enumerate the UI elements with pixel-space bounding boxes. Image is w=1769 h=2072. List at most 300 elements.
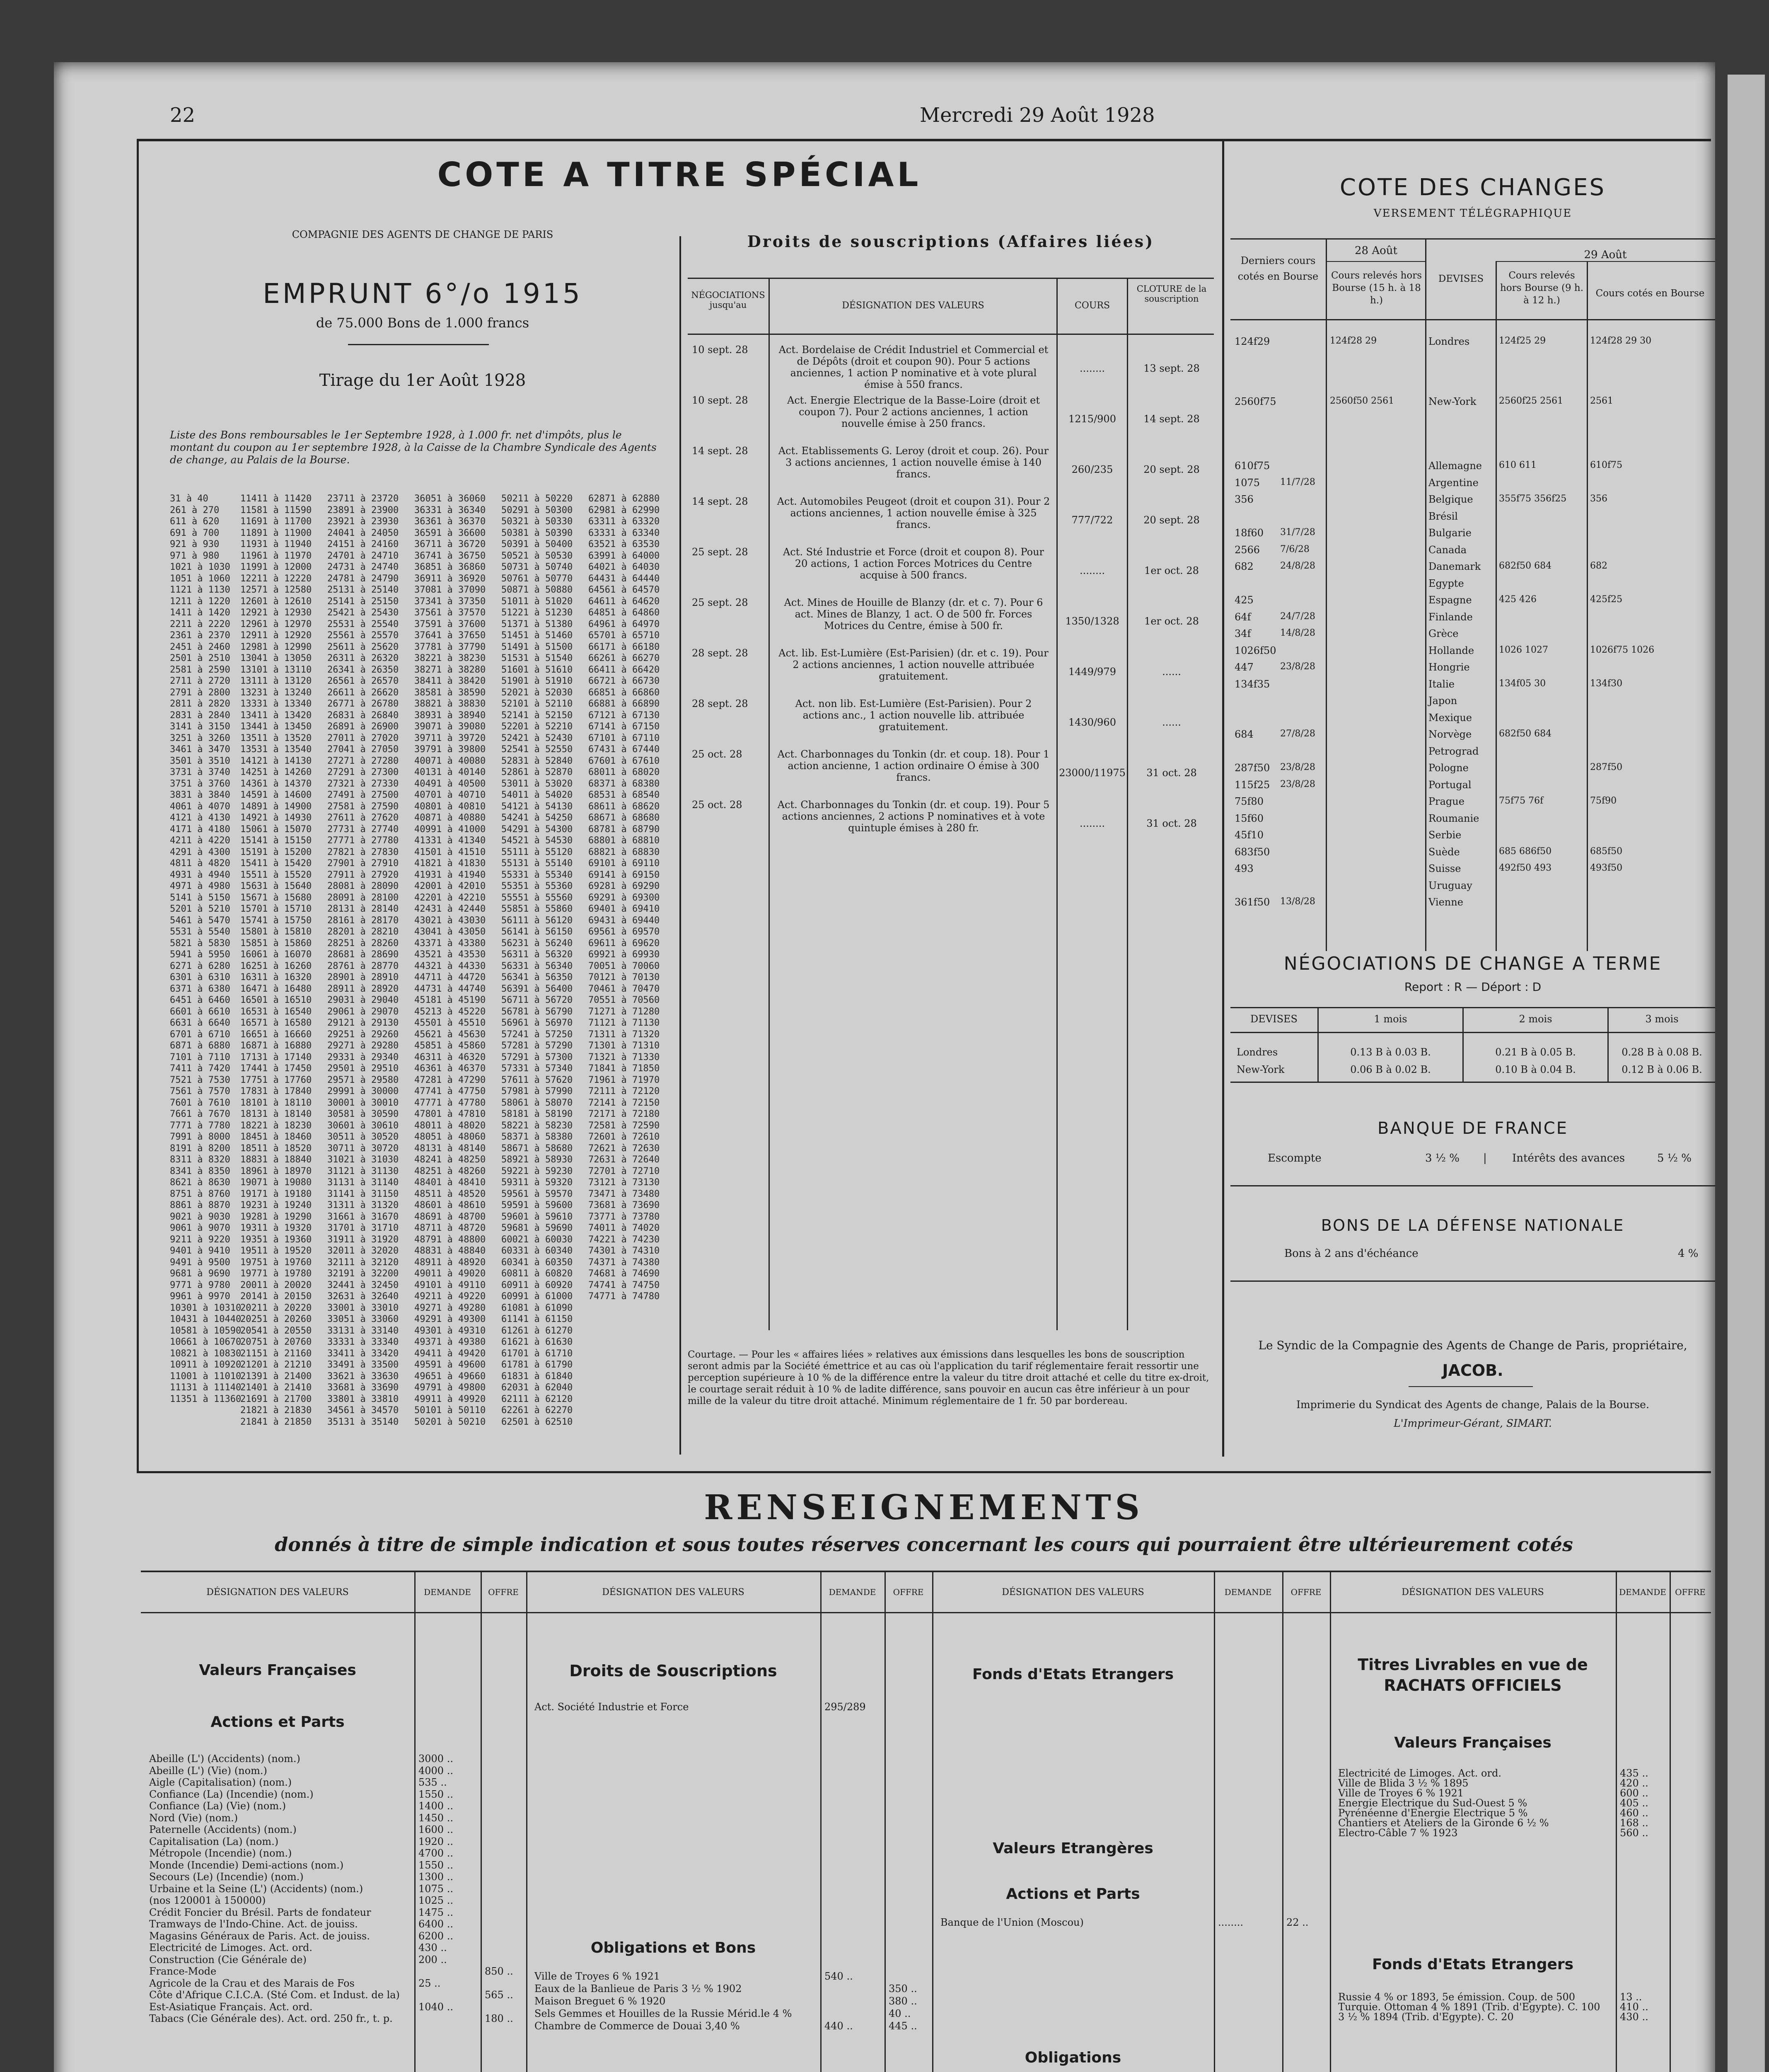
change-releve-29: 134f05 30 xyxy=(1499,678,1546,689)
change-cote: 682 xyxy=(1590,561,1607,571)
rens-row-demande: 440 .. xyxy=(824,2020,853,2032)
rens-row-name: Act. Société Industrie et Force xyxy=(534,1701,689,1713)
rens-h-offre: OFFRE xyxy=(1290,1587,1322,1597)
change-date: 7/6/28 xyxy=(1280,544,1310,554)
h-devises: DEVISES xyxy=(1438,274,1484,284)
souscription-left-rule xyxy=(679,236,681,1455)
sousc-cours: 1449/979 xyxy=(1068,666,1116,678)
terme-head-top xyxy=(1230,1007,1715,1008)
change-devise: Petrograd xyxy=(1428,745,1479,757)
sousc-date: 25 sept. 28 xyxy=(692,597,748,608)
rens-row-name: Energie Electrique du Sud-Ouest 5 % xyxy=(1338,1797,1527,1809)
col-cloture: CLOTURE de la souscription xyxy=(1136,284,1207,304)
rens-section-rachats-officiels: RACHATS OFFICIELS xyxy=(1384,1676,1562,1694)
change-cote: 493f50 xyxy=(1590,863,1623,873)
change-dernier: 45f10 xyxy=(1235,829,1264,841)
terme-1mois: 0.06 B à 0.02 B. xyxy=(1350,1064,1431,1075)
change-date: 14/8/28 xyxy=(1280,628,1315,638)
rens-row-name: Agricole de la Crau et des Marais de Fos xyxy=(149,1977,355,1989)
change-releve-29: 492f50 493 xyxy=(1499,863,1552,873)
rens-col-rule xyxy=(820,1571,822,2072)
rens-row-offre: 350 .. xyxy=(889,1983,917,1995)
rens-row-name: Electricité de Limoges. Act. ord. xyxy=(149,1942,312,1953)
change-date: 13/8/28 xyxy=(1280,896,1315,907)
change-devise: Canada xyxy=(1428,544,1467,556)
change-devise: Londres xyxy=(1428,336,1470,347)
souscription-col-rule-3 xyxy=(1127,278,1128,1330)
sousc-cloture: 14 sept. 28 xyxy=(1143,413,1200,425)
rens-row-demande: 295/289 xyxy=(824,1701,866,1713)
rens-col-rule xyxy=(481,1571,482,2072)
rens-row-name: Construction (Cie Générale de) xyxy=(149,1953,307,1965)
change-dernier: 75f80 xyxy=(1235,796,1264,807)
rens-row-name: Secours (Le) (Incendie) (nom.) xyxy=(149,1871,304,1883)
rens-section-titres-livrables: Titres Livrables en vue de xyxy=(1358,1656,1588,1674)
rens-row-name: Pyrénéenne d'Energie Electrique 5 % xyxy=(1338,1807,1528,1819)
change-devise: Allemagne xyxy=(1428,460,1482,472)
sousc-cours: ........ xyxy=(1079,363,1105,374)
change-releve-29: 355f75 356f25 xyxy=(1499,494,1567,504)
change-date: 31/7/28 xyxy=(1280,527,1315,537)
change-dernier: 356 xyxy=(1235,494,1254,505)
rens-row-demande: 1550 .. xyxy=(418,1788,453,1800)
change-dernier: 493 xyxy=(1235,863,1254,874)
change-dernier: 287f50 xyxy=(1235,762,1270,774)
rens-row-demande: 168 .. xyxy=(1620,1817,1648,1829)
syndic-name: JACOB. xyxy=(1442,1361,1503,1380)
sousc-desc: Act. Etablissements G. Leroy (droit et coup. 26). Pour 3 actions anciennes, 1 action nouvelle émise à 140 francs. xyxy=(778,445,1049,480)
terme-h-2mois: 2 mois xyxy=(1519,1013,1552,1025)
cote-titre-title: COTE A TITRE SPÉCIAL xyxy=(437,155,922,194)
rens-row-name: Chambre de Commerce de Douai 3,40 % xyxy=(534,2020,740,2032)
changes-28-underline xyxy=(1326,261,1425,262)
sousc-cloture: 13 sept. 28 xyxy=(1143,363,1200,374)
change-date: 27/8/28 xyxy=(1280,729,1315,739)
rens-h-offre: OFFRE xyxy=(488,1587,519,1597)
rens-h-offre: OFFRE xyxy=(1675,1587,1706,1597)
rens-row-name: Crédit Foncier du Brésil. Parts de fondateur xyxy=(149,1906,371,1918)
emprunt-title: EMPRUNT 6°/o 1915 xyxy=(263,278,582,310)
change-dernier: 18f60 xyxy=(1235,527,1264,539)
sousc-desc: Act. lib. Est-Lumière (Est-Parisien) (dr. et c. 19). Pour 2 actions anciennes, 1 action nouvelle attribuée gratuitement. xyxy=(778,647,1049,682)
terme-1mois: 0.13 B à 0.03 B. xyxy=(1350,1046,1431,1058)
rens-row-name: 3 ½ % 1894 (Trib. d'Egypte). C. 20 xyxy=(1338,2011,1514,2023)
souscription-col-rule-1 xyxy=(768,278,770,1330)
sousc-cloture: ...... xyxy=(1162,666,1181,678)
change-cote: 1026f75 1026 xyxy=(1590,644,1655,655)
bons-value: 4 % xyxy=(1678,1247,1699,1260)
change-releve-29: 682f50 684 xyxy=(1499,729,1552,739)
courtage-note: Courtage. — Pour les « affaires liées » relatives aux émissions dans lesquelles les bons de souscription seront admis par la Société émettrice et au cas où l'application du tarif réglementaire ferait ressortir une perception supérieure à 10 % de la différence entre la valeur du titre droit attaché et celle du titre ex-droit, le courtage serait réduit à 10 % de ladite différence, sans pouvoir en aucun cas être inférieur à un pour mille de la valeur du titre droit attaché. Minimum réglementaire de 1 fr. 50 par bordereau. xyxy=(688,1349,1209,1406)
sousc-cloture: 1er oct. 28 xyxy=(1144,615,1199,627)
change-devise: Argentine xyxy=(1428,477,1479,489)
change-dernier: 447 xyxy=(1235,661,1254,673)
rens-row-offre: 445 .. xyxy=(889,2020,917,2032)
rens-row-demande: 1450 .. xyxy=(418,1812,453,1824)
sousc-date: 25 sept. 28 xyxy=(692,546,748,558)
change-dernier: 115f25 xyxy=(1235,779,1270,791)
rens-section-valeurs-francaises-2: Valeurs Françaises xyxy=(1394,1734,1552,1751)
change-dernier: 34f xyxy=(1235,628,1251,639)
change-releve-29: 425 426 xyxy=(1499,594,1537,605)
rens-row-demande: 6200 .. xyxy=(418,1930,453,1942)
rens-row-demande: 420 .. xyxy=(1620,1777,1648,1789)
sousc-date: 28 sept. 28 xyxy=(692,698,748,709)
h-29-aout: 29 Août xyxy=(1584,249,1627,261)
change-releve-29: 682f50 684 xyxy=(1499,561,1552,571)
change-dernier: 134f35 xyxy=(1235,678,1270,690)
bond-range-column-2: 11411 à 11420 11581 à 11590 11691 à 11700 11891 à 11900 11931 à 11940 11961 à 11970 11991 à 12000 12211 à 12220 12571 à 12580 12601 à 12610 12921 à 12930 12961 à 12970 12911 à 12920 12981 à 12990 13041 à 13050 13101 à 13110 13111 à 13120 13231 à 13240 13331 à 13340 13411 à 13420 13441 à 13450 13511 à 13520 13531 à 13540 14121 à 14130 14251 à 14260 14361 à 14370 14591 à 14600 14891 à 14900 14921 à 14930 15061 à 15070 15141 à 15150 15191 à 15200 15411 à 15420 15511 à 15520 15631 à 15640 15671 à 15680 15701 à 15710 15741 à 15750 15801 à 15810 15851 à 15860 16061 à 16070 16251 à 16260 16311 à 16320 16471 à 16480 16501 à 16510 16531 à 16540 16571 à 16580 16651 à 16660 16871 à 16880 17131 à 17140 17441 à 17450 17751 à 17760 17831 à 17840 18101 à 18110 18131 à 18140 18221 à 18230 18451 à 18460 18511 à 18520 18831 à 18840 18961 à 18970 19071 à 19080 19171 à 19180 19231 à 19240 19281 à 19290 19311 à 19320 19351 à 19360 19511 à 19520 19751 à 19760 19771 à 19780 20011 à 20020 20141 à 20150 20211 à 20220 20251 à 20260 20541 à 20550 20751 à 20760 21151 à 21160 21201 à 21210 21391 à 21400 21401 à 21410 21691 à 21700 21821 à 21830 21841 à 21850 xyxy=(240,494,312,1427)
change-devise: Hollande xyxy=(1428,644,1474,656)
rens-row-name: Tabacs (Cie Générale des). Act. ord. 250 fr., t. p. xyxy=(149,2013,393,2024)
rens-head-top xyxy=(141,1571,1711,1572)
change-devise: Hongrie xyxy=(1428,661,1470,673)
left-rule xyxy=(137,139,139,1473)
change-devise: Egypte xyxy=(1428,577,1464,589)
change-date: 23/8/28 xyxy=(1280,779,1315,789)
rens-section-fonds-etrangers-2: Fonds d'Etats Etrangers xyxy=(1372,1956,1574,1973)
rens-section-valeurs-francaises: Valeurs Françaises xyxy=(199,1662,356,1679)
sousc-cours: 1430/960 xyxy=(1068,716,1116,728)
sousc-cours: ........ xyxy=(1079,818,1105,829)
rens-row-name: Est-Asiatique Français. Act. ord. xyxy=(149,2001,313,2013)
avances-value: 5 ½ % xyxy=(1657,1152,1692,1164)
change-releve-28: 2560f50 2561 xyxy=(1330,396,1394,406)
sousc-date: 28 sept. 28 xyxy=(692,647,748,659)
change-cote: 425f25 xyxy=(1590,594,1623,605)
h-releves-28: Cours relevés hors Bourse (15 h. à 18 h.) xyxy=(1331,270,1422,306)
h-28-aout: 28 Août xyxy=(1355,244,1397,257)
rens-row-name: Banque de l'Union (Moscou) xyxy=(940,1917,1084,1928)
rens-row-demande: 1475 .. xyxy=(418,1906,453,1918)
changes-29-underline xyxy=(1496,261,1715,262)
rens-row-demande: 540 .. xyxy=(824,1970,853,1982)
rens-row-demande: ........ xyxy=(1218,1917,1244,1928)
sousc-cours: 23000/11975 xyxy=(1059,767,1126,779)
rens-row-offre: 40 .. xyxy=(889,2008,911,2019)
rens-row-demande: 1400 .. xyxy=(418,1800,453,1812)
renseignements-subtitle: donnés à titre de simple indication et sous toutes réserves concernant les cours qui pourraient être ultérieurement cotés xyxy=(275,1533,1573,1556)
change-dernier: 1026f50 xyxy=(1235,644,1276,656)
col-negociations: NÉGOCIATIONS jusqu'au xyxy=(691,290,765,310)
rens-row-name: Capitalisation (La) (nom.) xyxy=(149,1835,279,1847)
change-dernier: 425 xyxy=(1235,594,1254,606)
rens-section-droits: Droits de Souscriptions xyxy=(569,1662,777,1680)
terme-head-bottom xyxy=(1230,1032,1715,1033)
souscription-title: Droits de souscriptions (Affaires liées) xyxy=(747,232,1155,251)
bond-range-column-3: 23711 à 23720 23891 à 23900 23921 à 23930 24041 à 24050 24151 à 24160 24701 à 24710 24731 à 24740 24781 à 24790 25131 à 25140 25141 à 25150 25421 à 25430 25531 à 25540 25561 à 25570 25611 à 25620 26311 à 26320 26341 à 26350 26561 à 26570 26611 à 26620 26771 à 26780 26831 à 26840 26891 à 26900 27011 à 27020 27041 à 27050 27271 à 27280 27291 à 27300 27321 à 27330 27491 à 27500 27581 à 27590 27611 à 27620 27731 à 27740 27771 à 27780 27821 à 27830 27901 à 27910 27911 à 27920 28081 à 28090 28091 à 28100 28131 à 28140 28161 à 28170 28201 à 28210 28251 à 28260 28681 à 28690 28761 à 28770 28901 à 28910 28911 à 28920 29031 à 29040 29061 à 29070 29121 à 29130 29251 à 29260 29271 à 29280 29331 à 29340 29501 à 29510 29571 à 29580 29991 à 30000 30001 à 30010 30581 à 30590 30601 à 30610 30511 à 30520 30711 à 30720 31021 à 31030 31121 à 31130 31131 à 31140 31141 à 31150 31311 à 31320 31661 à 31670 31701 à 31710 31911 à 31920 32011 à 32020 32111 à 32120 32191 à 32200 32441 à 32450 32631 à 32640 33001 à 33010 33051 à 33060 33131 à 33140 33331 à 33340 33411 à 33420 33491 à 33500 33621 à 33630 33681 à 33690 33801 à 33810 34561 à 34570 35131 à 35140 xyxy=(327,494,399,1427)
change-date: 23/8/28 xyxy=(1280,762,1315,772)
rens-row-name: Métropole (Incendie) (nom.) xyxy=(149,1847,292,1859)
rens-row-demande: 460 .. xyxy=(1620,1807,1648,1819)
change-releve-29: 2560f25 2561 xyxy=(1499,396,1564,406)
change-devise: Espagne xyxy=(1428,594,1472,606)
col-cours: COURS xyxy=(1074,300,1110,311)
rens-row-name: Maison Breguet 6 % 1920 xyxy=(534,1995,666,2007)
tirage-notice: Liste des Bons remboursables le 1er Septembre 1928, à 1.000 fr. net d'impôts, plus le montant du coupon au 1er septembre 1928, à la Caisse de la Chambre Syndicale des Agents de change, au Palais de la Bourse. xyxy=(170,429,657,466)
escompte-label: Escompte xyxy=(1268,1152,1322,1164)
rens-row-demande: 200 .. xyxy=(418,1953,447,1965)
terme-devise: New-York xyxy=(1237,1064,1285,1075)
changes-title: COTE DES CHANGES xyxy=(1339,174,1606,201)
change-dernier: 1075 xyxy=(1235,477,1260,489)
change-dernier: 684 xyxy=(1235,729,1254,740)
change-date: 11/7/28 xyxy=(1280,477,1315,487)
bond-range-column-1: 31 à 40 261 à 270 611 à 620 691 à 700 921 à 930 971 à 980 1021 à 1030 1051 à 1060 1121 à 1130 1211 à 1220 1411 à 1420 2211 à 2220 2361 à 2370 2451 à 2460 2501 à 2510 2581 à 2590 2711 à 2720 2791 à 2800 2811 à 2820 2831 à 2840 3141 à 3150 3251 à 3260 3461 à 3470 3501 à 3510 3731 à 3740 3751 à 3760 3831 à 3840 4061 à 4070 4121 à 4130 4171 à 4180 4211 à 4220 4291 à 4300 4811 à 4820 4931 à 4940 4971 à 4980 5141 à 5150 5201 à 5210 5461 à 5470 5531 à 5540 5821 à 5830 5941 à 5950 6271 à 6280 6301 à 6310 6371 à 6380 6451 à 6460 6601 à 6610 6631 à 6640 6701 à 6710 6871 à 6880 7101 à 7110 7411 à 7420 7521 à 7530 7561 à 7570 7601 à 7610 7661 à 7670 7771 à 7780 7991 à 8000 8191 à 8200 8311 à 8320 8341 à 8350 8621 à 8630 8751 à 8760 8861 à 8870 9021 à 9030 9061 à 9070 9211 à 9220 9401 à 9410 9491 à 9500 9681 à 9690 9771 à 9780 9961 à 9970 10301 à 10310 10431 à 10440 10581 à 10590 10661 à 10670 10821 à 10830 10911 à 10920 11001 à 11010 11131 à 11140 11351 à 11360 xyxy=(170,494,242,1404)
banque-separator: | xyxy=(1483,1152,1487,1164)
rens-col-rule xyxy=(1670,1571,1671,2072)
bond-range-column-4: 36051 à 36060 36331 à 36340 36361 à 36370 36591 à 36600 36711 à 36720 36741 à 36750 36851 à 36860 36911 à 36920 37081 à 37090 37341 à 37350 37561 à 37570 37591 à 37600 37641 à 37650 37781 à 37790 38221 à 38230 38271 à 38280 38411 à 38420 38581 à 38590 38821 à 38830 38931 à 38940 39071 à 39080 39711 à 39720 39791 à 39800 40071 à 40080 40131 à 40140 40491 à 40500 40701 à 40710 40801 à 40810 40871 à 40880 40991 à 41000 41331 à 41340 41501 à 41510 41821 à 41830 41931 à 41940 42001 à 42010 42201 à 42210 42431 à 42440 43021 à 43030 43041 à 43050 43371 à 43380 43521 à 43530 44321 à 44330 44711 à 44720 44731 à 44740 45181 à 45190 45213 à 45220 45501 à 45510 45621 à 45630 45851 à 45860 46311 à 46320 46361 à 46370 47281 à 47290 47741 à 47750 47771 à 47780 47801 à 47810 48011 à 48020 48051 à 48060 48131 à 48140 48241 à 48250 48251 à 48260 48401 à 48410 48511 à 48520 48601 à 48610 48691 à 48700 48711 à 48720 48791 à 48800 48831 à 48840 48911 à 48920 49011 à 49020 49101 à 49110 49211 à 49220 49271 à 49280 49291 à 49300 49301 à 49310 49371 à 49380 49411 à 49420 49591 à 49600 49651 à 49660 49791 à 49800 49911 à 49920 50101 à 50110 50201 à 50210 xyxy=(414,494,486,1427)
souscription-head-top xyxy=(688,278,1214,279)
rens-row-offre: 565 .. xyxy=(485,1989,513,2001)
change-devise: Suisse xyxy=(1428,863,1461,874)
terme-2mois: 0.10 B à 0.04 B. xyxy=(1495,1064,1576,1075)
change-devise: Japon xyxy=(1428,695,1457,707)
change-cote: 685f50 xyxy=(1590,846,1623,857)
terme-devise: Londres xyxy=(1237,1046,1278,1058)
rens-row-demande: 1550 .. xyxy=(418,1859,453,1871)
terme-bottom xyxy=(1230,1082,1715,1083)
rens-row-name: Chantiers et Ateliers de la Gironde 6 ½ % xyxy=(1338,1817,1549,1829)
rens-row-demande: 3000 .. xyxy=(418,1753,453,1765)
renseignements-title: RENSEIGNEMENTS xyxy=(704,1488,1144,1527)
mid-rule xyxy=(1222,139,1224,1457)
sousc-cours: 260/235 xyxy=(1071,464,1113,475)
rens-row-name: Sels Gemmes et Houilles de la Russie Mérid.le 4 % xyxy=(534,2008,792,2019)
rens-row-name: Electro-Câble 7 % 1923 xyxy=(1338,1827,1458,1839)
rens-row-offre: 22 .. xyxy=(1286,1917,1309,1928)
changes-head-top xyxy=(1230,238,1715,240)
sousc-desc: Act. Bordelaise de Crédit Industriel et Commercial et de Dépôts (droit et coupon 90). Pour 5 actions anciennes, 1 action P nominative et à vote plural émise à 550 francs. xyxy=(778,344,1049,390)
terme-3mois: 0.28 B à 0.08 B. xyxy=(1622,1046,1702,1058)
sousc-cours: ........ xyxy=(1079,565,1105,576)
avances-label: Intérêts des avances xyxy=(1512,1152,1625,1164)
rens-row-name: Abeille (L') (Vie) (nom.) xyxy=(149,1765,267,1777)
change-dernier: 361f50 xyxy=(1235,896,1270,908)
rens-h-offre: OFFRE xyxy=(893,1587,924,1597)
change-date: 24/8/28 xyxy=(1280,561,1315,571)
rens-row-demande: 25 .. xyxy=(418,1977,441,1989)
rens-col-rule xyxy=(1616,1571,1617,2072)
change-devise: Roumanie xyxy=(1428,812,1479,824)
rens-h-designation: DÉSIGNATION DES VALEURS xyxy=(1402,1587,1544,1598)
sousc-cours: 1215/900 xyxy=(1068,413,1116,425)
rens-row-demande: 435 .. xyxy=(1620,1767,1648,1779)
rens-row-demande: 1040 .. xyxy=(418,2001,453,2013)
rens-row-name: Ville de Troyes 6 % 1921 xyxy=(534,1970,660,1982)
issue-date: Mercredi 29 Août 1928 xyxy=(920,104,1155,127)
rens-col-rule xyxy=(414,1571,416,2072)
souscription-head-bottom xyxy=(688,334,1214,335)
change-devise: Danemark xyxy=(1428,561,1481,572)
emprunt-subtitle: de 75.000 Bons de 1.000 francs xyxy=(316,315,529,331)
col-designation: DÉSIGNATION DES VALEURS xyxy=(842,300,984,311)
rens-section-actions-parts: Actions et Parts xyxy=(210,1714,345,1731)
terme-subtitle: Report : R — Déport : D xyxy=(1404,980,1542,994)
changes-col-rule-2 xyxy=(1425,238,1426,951)
rens-row-demande: 13 .. xyxy=(1620,1991,1642,2003)
sousc-cloture: 1er oct. 28 xyxy=(1144,565,1199,576)
change-releve-29: 124f25 29 xyxy=(1499,336,1546,346)
sousc-cloture: 20 sept. 28 xyxy=(1143,514,1200,526)
sousc-desc: Act. non lib. Est-Lumière (Est-Parisien). Pour 2 actions anc., 1 action nouvelle lib. attribuée gratuitement. xyxy=(795,698,1032,733)
change-devise: Portugal xyxy=(1428,779,1472,791)
change-devise: Grèce xyxy=(1428,628,1459,639)
rens-row-demande: 430 .. xyxy=(1620,2011,1648,2023)
sousc-date: 14 sept. 28 xyxy=(692,445,748,457)
rens-h-demande: DEMANDE xyxy=(1224,1587,1272,1597)
rens-h-demande: DEMANDE xyxy=(424,1587,471,1597)
rens-h-designation: DÉSIGNATION DES VALEURS xyxy=(1002,1587,1144,1598)
sousc-cours: 1350/1328 xyxy=(1065,615,1119,627)
sousc-desc: Act. Sté Industrie et Force (droit et coupon 8). Pour 20 actions, 1 action Forces Motrices du Centre acquise à 500 francs. xyxy=(783,546,1044,581)
sousc-desc: Act. Automobiles Peugeot (droit et coupon 31). Pour 2 actions anciennes, 1 action nouvelle émise à 325 francs. xyxy=(777,496,1050,530)
rens-row-demande: 430 .. xyxy=(418,1942,447,1953)
rens-row-name: Electricité de Limoges. Act. ord. xyxy=(1338,1767,1501,1779)
changes-subtitle: VERSEMENT TÉLÉGRAPHIQUE xyxy=(1373,207,1572,220)
banque-title: BANQUE DE FRANCE xyxy=(1378,1119,1568,1138)
sousc-cloture: ...... xyxy=(1162,716,1181,728)
rens-row-demande: 1075 .. xyxy=(418,1883,453,1895)
terme-h-1mois: 1 mois xyxy=(1374,1013,1407,1025)
rens-col-rule xyxy=(932,1571,933,2072)
sousc-cloture: 31 oct. 28 xyxy=(1146,767,1197,779)
sousc-date: 25 oct. 28 xyxy=(692,748,742,760)
rens-col-rule xyxy=(885,1571,886,2072)
h-derniers-cours: Derniers cours cotés en Bourse xyxy=(1237,255,1319,282)
rens-row-name: Confiance (La) (Vie) (nom.) xyxy=(149,1800,286,1812)
rens-row-demande: 1920 .. xyxy=(418,1835,453,1847)
change-releve-29: 1026 1027 xyxy=(1499,644,1548,655)
rens-row-demande: 410 .. xyxy=(1620,2001,1648,2013)
change-releve-29: 75f75 76f xyxy=(1499,796,1544,806)
rens-row-name: Aigle (Capitalisation) (nom.) xyxy=(149,1777,292,1788)
rens-row-demande: 1025 .. xyxy=(418,1895,453,1906)
change-releve-28: 124f28 29 xyxy=(1330,336,1377,346)
rens-row-offre: 380 .. xyxy=(889,1995,917,2007)
changes-col-rule-4 xyxy=(1587,261,1588,951)
bond-range-column-5: 50211 à 50220 50291 à 50300 50321 à 50330 50381 à 50390 50391 à 50400 50521 à 50530 50731 à 50740 50761 à 50770 50871 à 50880 51011 à 51020 51221 à 51230 51371 à 51380 51451 à 51460 51491 à 51500 51531 à 51540 51601 à 51610 51901 à 51910 52021 à 52030 52101 à 52110 52141 à 52150 52201 à 52210 52421 à 52430 52541 à 52550 52831 à 52840 52861 à 52870 53011 à 53020 54011 à 54020 54121 à 54130 54241 à 54250 54291 à 54300 54521 à 54530 55111 à 55120 55131 à 55140 55331 à 55340 55351 à 55360 55551 à 55560 55851 à 55860 56111 à 56120 56141 à 56150 56231 à 56240 56311 à 56320 56331 à 56340 56341 à 56350 56391 à 56400 56711 à 56720 56781 à 56790 56961 à 56970 57241 à 57250 57281 à 57290 57291 à 57300 57331 à 57340 57611 à 57620 57981 à 57990 58061 à 58070 58181 à 58190 58221 à 58230 58371 à 58380 58671 à 58680 58921 à 58930 59221 à 59230 59311 à 59320 59561 à 59570 59591 à 59600 59601 à 59610 59681 à 59690 60021 à 60030 60331 à 60340 60341 à 60350 60811 à 60820 60911 à 60920 60991 à 61000 61081 à 61090 61141 à 61150 61261 à 61270 61621 à 61630 61701 à 61710 61781 à 61790 61831 à 61840 62031 à 62040 62111 à 62120 62261 à 62270 62501 à 62510 xyxy=(501,494,573,1427)
change-cote: 356 xyxy=(1590,494,1607,504)
section-rule xyxy=(137,1471,1711,1473)
rens-section-fonds-etrangers: Fonds d'Etats Etrangers xyxy=(972,1666,1174,1683)
changes-col-rule-3 xyxy=(1496,261,1497,951)
change-dernier: 64f xyxy=(1235,611,1251,623)
change-devise: Belgique xyxy=(1428,494,1473,505)
sousc-desc: Act. Mines de Houille de Blanzy (dr. et c. 7). Pour 6 act. Mines de Blanzy, 1 act. O de 500 fr. Forces Motrices du Centre, émise à 500 fr. xyxy=(784,597,1043,632)
tirage-date: Tirage du 1er Août 1928 xyxy=(319,371,526,390)
sousc-cloture: 20 sept. 28 xyxy=(1143,464,1200,475)
rens-section-obligations-bons: Obligations et Bons xyxy=(590,1939,756,1956)
terme-h-3mois: 3 mois xyxy=(1645,1013,1679,1025)
change-dernier: 124f29 xyxy=(1235,336,1270,347)
page-header xyxy=(108,104,1715,133)
change-releve-29: 610 611 xyxy=(1499,460,1537,470)
rens-row-demande: 405 .. xyxy=(1620,1797,1648,1809)
rens-row-demande: 1600 .. xyxy=(418,1824,453,1835)
sousc-date: 10 sept. 28 xyxy=(692,344,748,356)
change-devise: Suède xyxy=(1428,846,1460,858)
change-devise: Norvège xyxy=(1428,729,1472,740)
rens-row-name: Monde (Incendie) Demi-actions (nom.) xyxy=(149,1859,344,1871)
bond-range-column-6: 62871 à 62880 62981 à 62990 63311 à 63320 63331 à 63340 63521 à 63530 63991 à 64000 64021 à 64030 64431 à 64440 64561 à 64570 64611 à 64620 64851 à 64860 64961 à 64970 65701 à 65710 66171 à 66180 66261 à 66270 66411 à 66420 66721 à 66730 66851 à 66860 66881 à 66890 67121 à 67130 67141 à 67150 67101 à 67110 67431 à 67440 67601 à 67610 68011 à 68020 68371 à 68380 68531 à 68540 68611 à 68620 68671 à 68680 68781 à 68790 68801 à 68810 68821 à 68830 69101 à 69110 69141 à 69150 69281 à 69290 69291 à 69300 69401 à 69410 69431 à 69440 69561 à 69570 69611 à 69620 69921 à 69930 70051 à 70060 70121 à 70130 70461 à 70470 70551 à 70560 71271 à 71280 71121 à 71130 71311 à 71320 71301 à 71310 71321 à 71330 71841 à 71850 71961 à 71970 72111 à 72120 72141 à 72150 72171 à 72180 72581 à 72590 72601 à 72610 72621 à 72630 72631 à 72640 72701 à 72710 73121 à 73130 73471 à 73480 73681 à 73690 73771 à 73780 74011 à 74020 74221 à 74230 74301 à 74310 74371 à 74380 74681 à 74690 74741 à 74750 74771 à 74780 xyxy=(588,494,660,1302)
escompte-value: 3 ½ % xyxy=(1425,1152,1460,1164)
change-dernier: 610f75 xyxy=(1235,460,1270,472)
change-cote: 124f28 29 30 xyxy=(1590,336,1652,346)
change-dernier: 2566 xyxy=(1235,544,1260,556)
change-devise: Uruguay xyxy=(1428,879,1472,891)
rens-row-name: Eaux de la Banlieue de Paris 3 ½ % 1902 xyxy=(534,1983,742,1995)
company-name: COMPAGNIE DES AGENTS DE CHANGE DE PARIS xyxy=(292,229,553,240)
rens-row-name: Paternelle (Accidents) (nom.) xyxy=(149,1824,297,1835)
rens-row-name: Magasins Généraux de Paris. Act. de jouiss. xyxy=(149,1930,370,1942)
rens-row-demande: 1300 .. xyxy=(418,1871,453,1883)
h-cotes-bourse: Cours cotés en Bourse xyxy=(1595,288,1705,299)
change-devise: Serbie xyxy=(1428,829,1462,841)
sousc-date: 10 sept. 28 xyxy=(692,395,748,406)
change-cote: 287f50 xyxy=(1590,762,1623,772)
rens-row-demande: 535 .. xyxy=(418,1777,447,1788)
terme-title: NÉGOCIATIONS DE CHANGE A TERME xyxy=(1283,953,1662,974)
change-devise: Vienne xyxy=(1428,896,1463,908)
syndic-line: Le Syndic de la Compagnie des Agents de Change de Paris, propriétaire, xyxy=(1258,1339,1687,1352)
rens-row-demande: 600 .. xyxy=(1620,1787,1648,1799)
change-cote: 610f75 xyxy=(1590,460,1623,470)
rens-row-name: Côte d'Afrique C.I.C.A. (Sté Com. et Indust. de la) xyxy=(149,1989,400,2001)
rens-row-name: Turquie. Ottoman 4 % 1891 (Trib. d'Egypte). C. 100 xyxy=(1338,2001,1600,2013)
change-devise: Italie xyxy=(1428,678,1455,690)
change-devise: Finlande xyxy=(1428,611,1473,623)
page-number: 22 xyxy=(170,104,196,127)
rens-h-demande: DEMANDE xyxy=(829,1587,876,1597)
rens-head-bottom xyxy=(141,1612,1711,1613)
rens-row-name: Russie 4 % or 1893, 5e émission. Coup. de 500 xyxy=(1338,1991,1575,2003)
terme-2mois: 0.21 B à 0.05 B. xyxy=(1495,1046,1576,1058)
rens-row-demande: 560 .. xyxy=(1620,1827,1648,1839)
rens-col-rule xyxy=(526,1571,527,2072)
terme-h-devises: DEVISES xyxy=(1250,1013,1298,1025)
rens-section-obligations: Obligations xyxy=(1025,2049,1121,2066)
change-devise: Prague xyxy=(1428,796,1464,807)
h-releves-29: Cours relevés hors Bourse (9 h. à 12 h.) xyxy=(1500,270,1584,306)
next-page-edge xyxy=(1728,75,1765,2072)
rens-row-name: Ville de Blida 3 ½ % 1895 xyxy=(1338,1777,1469,1789)
rens-col-rule xyxy=(1214,1571,1215,2072)
change-devise: New-York xyxy=(1428,396,1477,407)
rens-h-demande: DEMANDE xyxy=(1619,1587,1666,1597)
change-devise: Bulgarie xyxy=(1428,527,1472,539)
top-rule xyxy=(137,139,1711,141)
change-cote: 75f90 xyxy=(1590,796,1617,806)
rens-row-name: Tramways de l'Indo-Chine. Act. de jouiss. xyxy=(149,1918,358,1930)
rens-row-offre: 180 .. xyxy=(485,2013,513,2024)
rens-section-valeurs-etrangeres: Valeurs Etrangères xyxy=(993,1840,1153,1857)
rens-row-name: (nos 120001 à 150000) xyxy=(149,1895,266,1906)
rens-col-rule xyxy=(1330,1571,1331,2072)
change-devise: Brésil xyxy=(1428,510,1458,522)
sousc-cloture: 31 oct. 28 xyxy=(1146,818,1197,829)
changes-head-bottom xyxy=(1230,319,1715,320)
change-dernier: 15f60 xyxy=(1235,812,1264,824)
emprunt-divider xyxy=(348,344,489,345)
souscription-col-rule-2 xyxy=(1056,278,1058,1330)
change-dernier: 683f50 xyxy=(1235,846,1270,858)
syndic-divider xyxy=(1409,1386,1533,1387)
change-date: 24/7/28 xyxy=(1280,611,1315,622)
change-date: 23/8/28 xyxy=(1280,661,1315,672)
printer-line: Imprimerie du Syndicat des Agents de change, Palais de la Bourse. xyxy=(1296,1399,1649,1411)
rens-row-name: Ville de Troyes 6 % 1921 xyxy=(1338,1787,1464,1799)
